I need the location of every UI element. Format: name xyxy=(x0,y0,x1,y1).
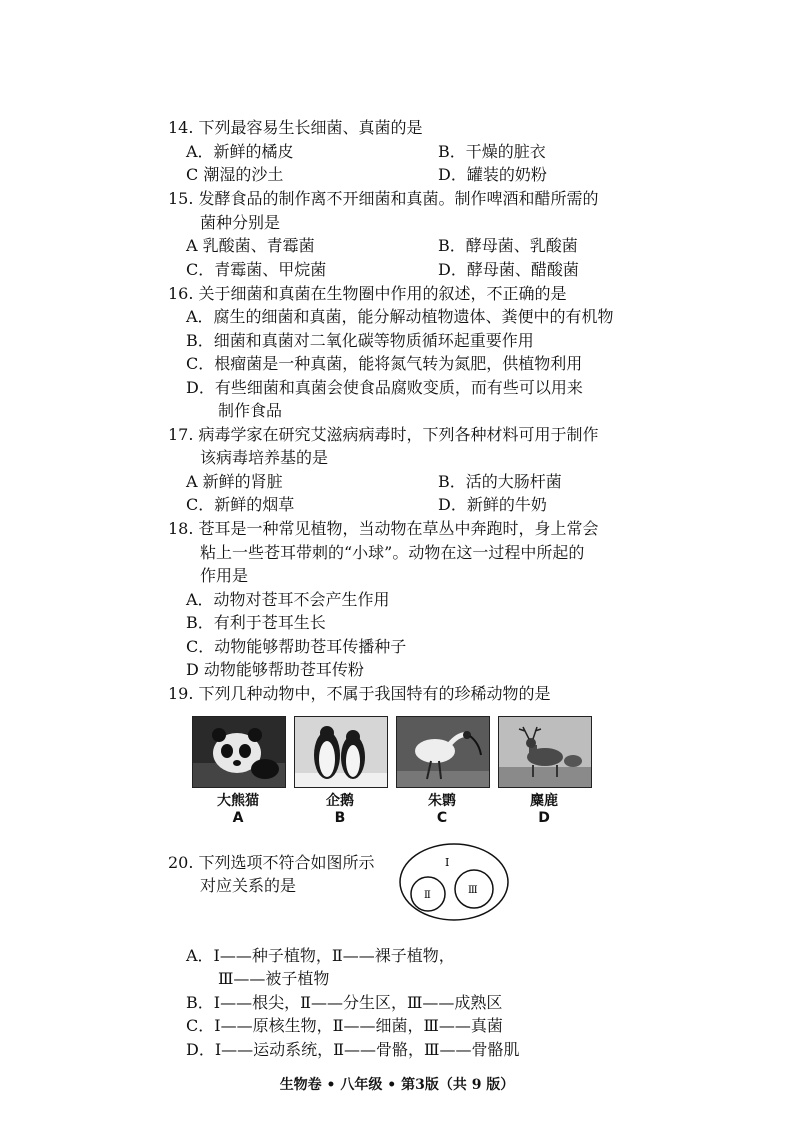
page-footer: 生物卷 • 八年级 • 第3版（共 9 版） xyxy=(279,1077,515,1093)
question-18-option-a: A．动物对苍耳不会产生作用 xyxy=(186,590,390,609)
question-15-stem-cont: 菌种分别是 xyxy=(200,213,281,232)
question-15-option-d: D．酵母菌、醋酸菌 xyxy=(438,260,579,279)
question-14-option-c: C 潮湿的沙土 xyxy=(186,165,284,184)
question-16-option-c: C．根瘤菌是一种真菌，能将氮气转为氮肥，供植物利用 xyxy=(186,354,583,373)
animal-name-d: 麋鹿 xyxy=(530,793,558,809)
question-14-option-b: B．干燥的脏衣 xyxy=(438,142,546,161)
question-20-stem-cont: 对应关系的是 xyxy=(200,876,297,895)
animal-name-c: 朱鹮 xyxy=(428,793,456,809)
question-17-option-b: B．活的大肠杆菌 xyxy=(438,472,562,491)
question-16-stem: 16. 关于细菌和真菌在生物圈中作用的叙述，不正确的是 xyxy=(168,284,567,303)
question-20-stem: 20. 下列选项不符合如图所示 xyxy=(168,853,375,872)
question-18-stem: 18. 苍耳是一种常见植物，当动物在草丛中奔跑时，身上常会 xyxy=(168,519,599,538)
panda-icon xyxy=(193,717,285,787)
question-18-stem-cont2: 作用是 xyxy=(200,566,249,585)
question-18-option-c: C．动物能够帮助苍耳传播种子 xyxy=(186,637,407,656)
question-20-option-a: A．Ⅰ——种子植物，Ⅱ——裸子植物， xyxy=(186,946,455,965)
penguin-icon xyxy=(295,717,387,787)
question-17-stem-cont: 该病毒培养基的是 xyxy=(200,448,329,467)
question-17-option-d: D．新鲜的牛奶 xyxy=(438,495,547,514)
question-15-option-c: C．青霉菌、甲烷菌 xyxy=(186,260,327,279)
question-18-stem-cont: 粘上一些苍耳带刺的“小球”。动物在这一过程中所起的 xyxy=(200,543,585,562)
question-19-stem: 19. 下列几种动物中，不属于我国特有的珍稀动物的是 xyxy=(168,684,551,703)
animal-name-a: 大熊猫 xyxy=(217,793,259,809)
venn-label-left: Ⅱ xyxy=(424,890,431,901)
question-15-option-b: B．酵母菌、乳酸菌 xyxy=(438,236,578,255)
penguin-photo xyxy=(294,716,388,788)
venn-label-outer: Ⅰ xyxy=(445,856,450,869)
question-17-stem: 17. 病毒学家在研究艾滋病病毒时，下列各种材料可用于制作 xyxy=(168,425,599,444)
venn-label-right: Ⅲ xyxy=(468,885,478,896)
question-16-option-a: A．腐生的细菌和真菌，能分解动植物遗体、粪便中的有机物 xyxy=(186,307,614,326)
deer-photo xyxy=(498,716,592,788)
animal-letter-a: A xyxy=(232,810,244,826)
question-20-option-c: C．Ⅰ——原核生物，Ⅱ——细菌，Ⅲ——真菌 xyxy=(186,1016,503,1035)
question-16-option-d-cont: 制作食品 xyxy=(218,401,283,420)
deer-icon xyxy=(499,717,591,787)
animal-name-b: 企鹅 xyxy=(326,793,354,809)
question-15-stem: 15. 发酵食品的制作离不开细菌和真菌。制作啤酒和醋所需的 xyxy=(168,189,599,208)
question-15-option-a: A 乳酸菌、青霉菌 xyxy=(186,236,315,255)
question-16-option-b: B．细菌和真菌对二氧化碳等物质循环起重要作用 xyxy=(186,331,534,350)
animal-letter-d: D xyxy=(538,810,550,826)
question-16-option-d: D．有些细菌和真菌会使食品腐败变质，而有些可以用来 xyxy=(186,378,583,397)
question-14-stem: 14. 下列最容易生长细菌、真菌的是 xyxy=(168,118,423,137)
animal-letter-c: C xyxy=(436,810,448,826)
question-20-option-d: D．Ⅰ——运动系统，Ⅱ——骨骼，Ⅲ——骨骼肌 xyxy=(186,1040,520,1059)
ibis-photo xyxy=(396,716,490,788)
question-20-option-b: B．Ⅰ——根尖，Ⅱ——分生区，Ⅲ——成熟区 xyxy=(186,993,503,1012)
question-18-option-d: D 动物能够帮助苍耳传粉 xyxy=(186,660,364,679)
question-17-option-a: A 新鲜的肾脏 xyxy=(186,472,283,491)
animal-photos xyxy=(192,716,592,826)
venn-diagram xyxy=(398,842,510,922)
question-17-option-c: C．新鲜的烟草 xyxy=(186,495,295,514)
panda-photo xyxy=(192,716,286,788)
question-18-option-b: B．有利于苍耳生长 xyxy=(186,613,326,632)
question-14-option-a: A．新鲜的橘皮 xyxy=(186,142,294,161)
question-14-option-d: D．罐装的奶粉 xyxy=(438,165,547,184)
ibis-icon xyxy=(397,717,489,787)
question-20-option-a-cont: Ⅲ——被子植物 xyxy=(218,969,330,988)
animal-letter-b: B xyxy=(334,810,346,826)
